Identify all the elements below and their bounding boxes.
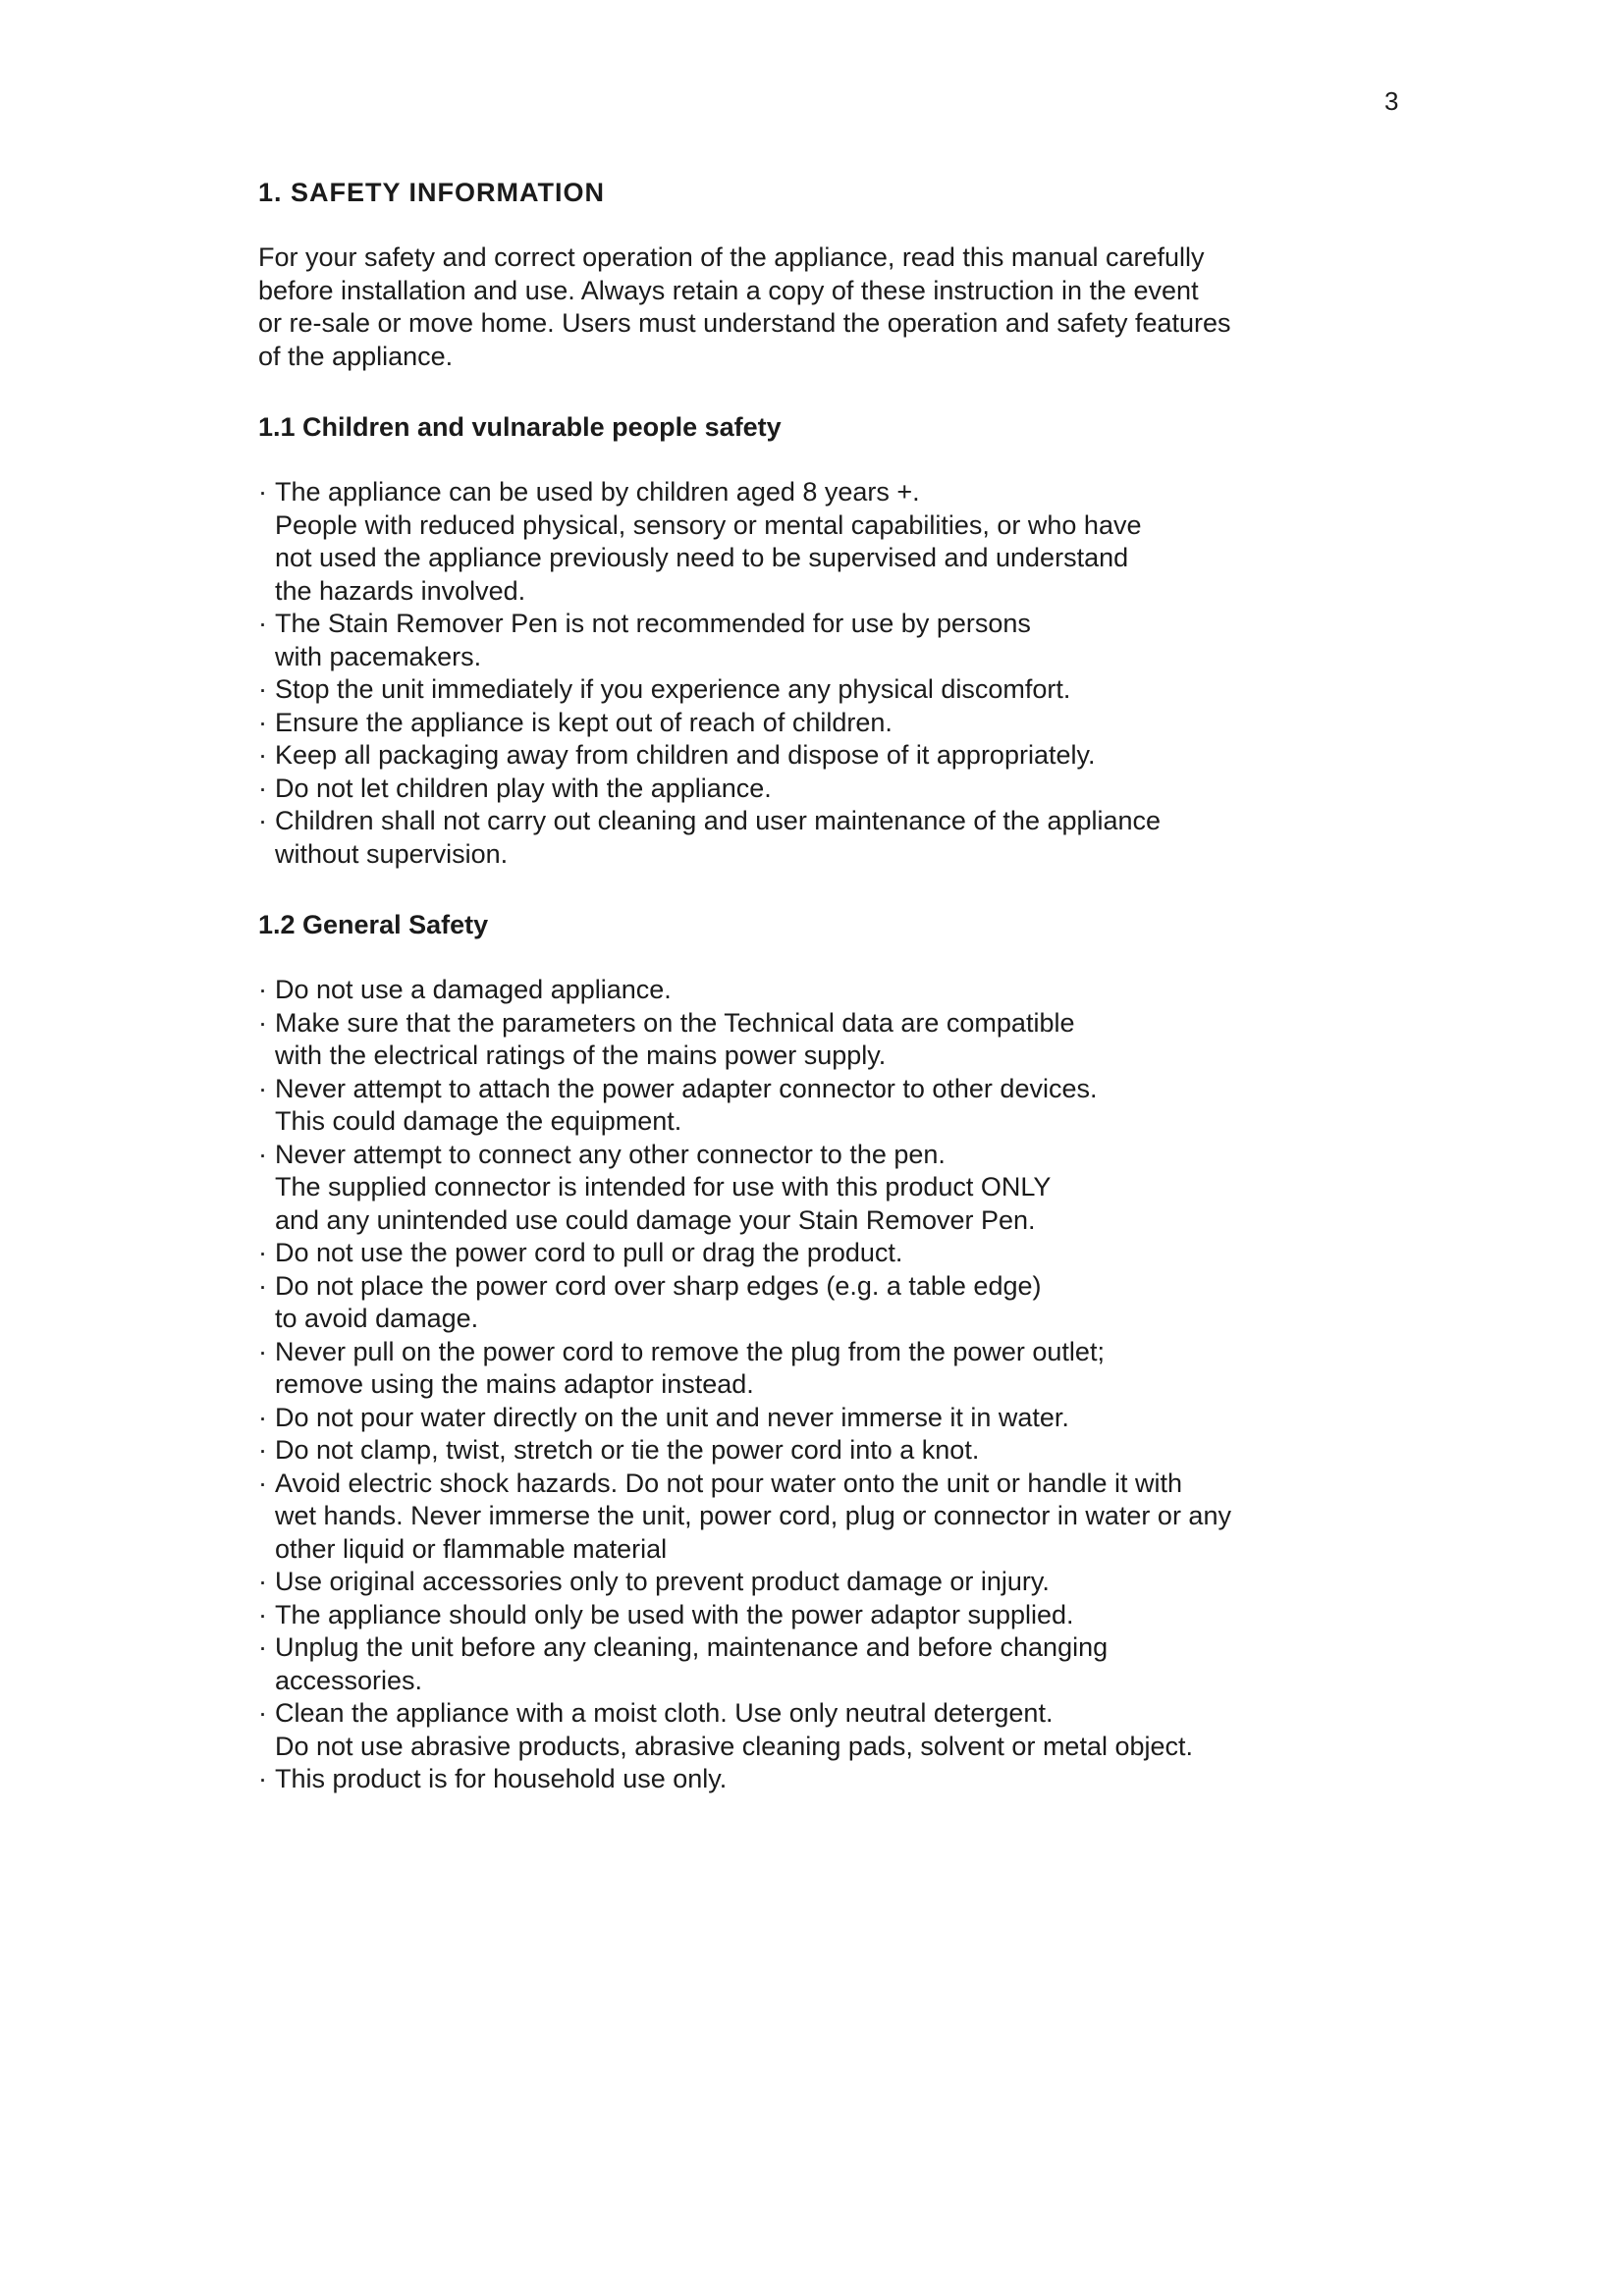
list-item-line: with pacemakers. xyxy=(275,641,482,671)
list-item xyxy=(258,1599,1397,1632)
list-item-line: · Do not use the power cord to pull or drag the product. xyxy=(275,1238,903,1267)
intro-line: of the appliance. xyxy=(258,341,454,371)
list-item xyxy=(258,608,1397,673)
list-item xyxy=(258,1697,1397,1763)
list-item-line: · Ensure the appliance is kept out of reach of children. xyxy=(275,707,893,737)
list-item xyxy=(258,476,1397,608)
subsection-title-children-safety: 1.1 Children and vulnarable people safety xyxy=(258,412,782,442)
list-item-line: · Clean the appliance with a moist cloth. Use only neutral detergent. xyxy=(275,1698,1054,1728)
list-item-line: other liquid or flammable material xyxy=(275,1533,668,1564)
list-item-line: · The Stain Remover Pen is not recommended for use by persons xyxy=(275,609,1031,638)
list-item-line: without supervision. xyxy=(275,838,509,869)
list-item-line: and any unintended use could damage your Stain Remover Pen. xyxy=(275,1204,1036,1235)
list-item xyxy=(258,1270,1397,1336)
list-item-line: Do not use abrasive products, abrasive cleaning pads, solvent or metal object. xyxy=(275,1731,1194,1761)
list-item-line: This could damage the equipment. xyxy=(275,1106,682,1136)
list-item-line: · Unplug the unit before any cleaning, maintenance and before changing xyxy=(275,1632,1109,1662)
list-item-line: · Never attempt to attach the power adapter connector to other devices. xyxy=(275,1073,1098,1103)
list-item xyxy=(258,739,1397,773)
list-item xyxy=(258,773,1397,806)
section-title-safety-information: 1. SAFETY INFORMATION xyxy=(258,178,606,207)
list-item-line: · Keep all packaging away from children and dispose of it appropriately. xyxy=(275,740,1096,770)
list-item-line: · Children shall not carry out cleaning and user maintenance of the appliance xyxy=(275,806,1162,835)
list-item-line: People with reduced physical, sensory or mental capabilities, or who have xyxy=(275,509,1142,540)
page-number: 3 xyxy=(1384,86,1399,116)
list-item-line: The supplied connector is intended for use with this product ONLY xyxy=(275,1172,1052,1201)
list-item xyxy=(258,974,1397,1007)
list-item-line: wet hands. Never immerse the unit, power cord, plug or connector in water or any xyxy=(275,1501,1231,1530)
list-item-line: · Avoid electric shock hazards. Do not pour water onto the unit or handle it with xyxy=(275,1468,1183,1498)
list-item-line: to avoid damage. xyxy=(275,1304,479,1333)
list-item-line: · Do not pour water directly on the unit and never immerse it in water. xyxy=(275,1402,1069,1432)
list-item xyxy=(258,673,1397,707)
list-item-line: · This product is for household use only. xyxy=(275,1764,728,1793)
list-item-line: · Do not clamp, twist, stretch or tie the power cord into a knot. xyxy=(275,1435,980,1465)
list-item-line: · The appliance can be used by children aged 8 years +. xyxy=(275,477,920,507)
list-item-line: · Do not use a damaged appliance. xyxy=(275,975,672,1004)
list-item-line: · Do not let children play with the appliance. xyxy=(275,773,772,803)
list-item xyxy=(258,1237,1397,1270)
sections-container xyxy=(258,409,1397,1796)
intro-paragraph xyxy=(258,241,1397,373)
bullet-list xyxy=(258,974,1397,1796)
list-item-line: · Use original accessories only to prevent product damage or injury. xyxy=(275,1567,1050,1596)
list-item xyxy=(258,1336,1397,1402)
list-item xyxy=(258,1402,1397,1435)
list-item-line: · Stop the unit immediately if you experience any physical discomfort. xyxy=(275,674,1071,704)
list-item xyxy=(258,1007,1397,1073)
list-item-line: remove using the mains adaptor instead. xyxy=(275,1369,754,1399)
list-item-line: with the electrical ratings of the mains power supply. xyxy=(275,1041,887,1070)
bullet-list xyxy=(258,476,1397,871)
list-item xyxy=(258,1468,1397,1567)
list-item xyxy=(258,805,1397,871)
list-item-line: · Never attempt to connect any other connector to the pen. xyxy=(275,1139,946,1169)
list-item xyxy=(258,707,1397,740)
intro-line: or re-sale or move home. Users must understand the operation and safety features xyxy=(258,308,1231,338)
list-item xyxy=(258,1073,1397,1139)
intro-line: For your safety and correct operation of the appliance, read this manual carefully xyxy=(258,242,1205,272)
list-item-line: accessories. xyxy=(275,1665,423,1695)
list-item xyxy=(258,1763,1397,1796)
document-body xyxy=(258,175,1397,1833)
list-item xyxy=(258,1566,1397,1599)
list-item-line: · The appliance should only be used with the power adaptor supplied. xyxy=(275,1599,1074,1629)
list-item-line: · Never pull on the power cord to remove the plug from the power outlet; xyxy=(275,1336,1105,1366)
list-item xyxy=(258,1139,1397,1238)
list-item xyxy=(258,1434,1397,1468)
list-item-line: · Make sure that the parameters on the Technical data are compatible xyxy=(275,1007,1075,1038)
subsection-title-general-safety: 1.2 General Safety xyxy=(258,910,489,939)
list-item xyxy=(258,1631,1397,1697)
intro-line: before installation and use. Always retain a copy of these instruction in the event xyxy=(258,275,1199,305)
list-item-line: · Do not place the power cord over sharp edges (e.g. a table edge) xyxy=(275,1270,1042,1301)
list-item-line: not used the appliance previously need to be supervised and understand xyxy=(275,543,1129,572)
list-item-line: the hazards involved. xyxy=(275,575,526,606)
